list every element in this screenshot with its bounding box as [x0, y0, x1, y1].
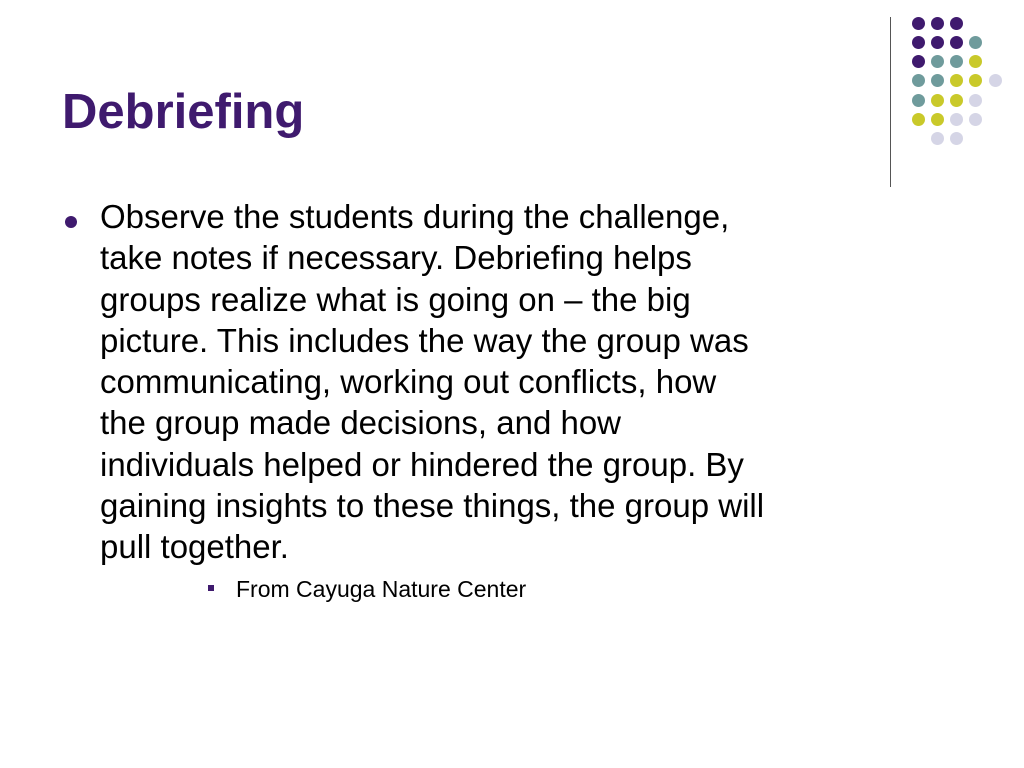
decorative-dot [969, 55, 982, 68]
sub-bullet-text: From Cayuga Nature Center [236, 575, 527, 602]
decorative-dot [912, 113, 925, 126]
decorative-dot [912, 94, 925, 107]
decorative-dot [969, 113, 982, 126]
decorative-dot [931, 94, 944, 107]
decorative-dot [931, 113, 944, 126]
decorative-dot [950, 55, 963, 68]
decorative-dot [931, 17, 944, 30]
decorative-dot [931, 55, 944, 68]
decorative-dot [950, 94, 963, 107]
decorative-dot [950, 132, 963, 145]
slide-body [62, 196, 962, 602]
decorative-dot [931, 36, 944, 49]
decorative-dot [989, 74, 1002, 87]
decorative-dot [950, 74, 963, 87]
decorative-dot [931, 74, 944, 87]
bullet-item [62, 196, 962, 568]
decorative-dot [950, 113, 963, 126]
vertical-divider [890, 17, 891, 187]
decorative-dot [969, 36, 982, 49]
decorative-dot [912, 17, 925, 30]
bullet-text: Observe the students during the challenge, take notes if necessary. Debriefing helps groups realize what is going on – the big picture. This includes the way the group was communicating, working out conflicts, how the group made decisions, and how individuals helped or hindered the group. By gaining insights to these things, the group will pull together. [100, 198, 765, 566]
decorative-dot [950, 36, 963, 49]
decorative-dot [969, 94, 982, 107]
decorative-dot [950, 17, 963, 30]
decorative-dot [912, 36, 925, 49]
decorative-dot [931, 132, 944, 145]
decorative-dot [912, 55, 925, 68]
decorative-dot [969, 74, 982, 87]
decorative-dot [912, 74, 925, 87]
round-bullet-icon [65, 216, 77, 228]
square-bullet-icon [208, 585, 214, 591]
slide-title: Debriefing [62, 85, 305, 139]
sub-bullet-item [206, 576, 962, 602]
